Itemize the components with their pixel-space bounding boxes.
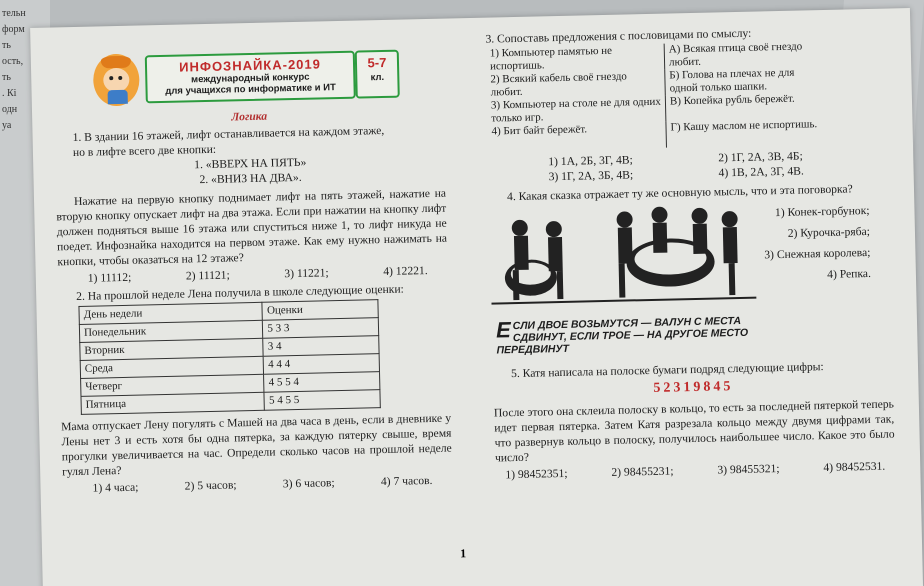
bg-text: ость, bbox=[2, 56, 24, 67]
q3-options bbox=[488, 147, 889, 186]
q2-option: 1) 4 часа; bbox=[92, 480, 139, 495]
proverb-text: СЛИ ДВОЕ ВОЗЬМУТСЯ — ВАЛУН С МЕСТА СДВИНУТ, ЕСЛИ ТРОЕ — НА ДРУГОЕ МЕСТО ПЕРЕДВИНУТ bbox=[496, 314, 749, 357]
contest-subtitle-2: для учащихся по информатике и ИТ bbox=[165, 82, 336, 97]
section-title: Логика bbox=[231, 109, 268, 124]
q1-line-2: но в лифте всего две кнопки: bbox=[72, 142, 217, 160]
q5-body: После этого она склеила полоску в кольцо, то есть за последней пятеркой теперь идет первая пятерка. Затем Катя разрезала кольцо между двумя цифрами так, что развернув кольцо в полоску, получилось наибольшее число. Какое это было число? bbox=[493, 397, 895, 465]
question-4 bbox=[489, 181, 893, 359]
table-cell: 2) Всякий кабель своё гнездо любит. bbox=[486, 70, 665, 100]
q3-option: 2) 1Г, 2А, 3В, 4Б; bbox=[718, 149, 803, 165]
grade-range: 5-7 bbox=[367, 54, 387, 71]
q3-option: 1) 1А, 2Б, 3Г, 4В; bbox=[548, 153, 633, 169]
q1-button-2: 2. «ВНИЗ НА ДВА». bbox=[199, 170, 302, 187]
table-cell: Вторник bbox=[80, 338, 264, 360]
q3-intro: 3. Сопоставь предложения с пословицами по смыслу: bbox=[485, 26, 752, 46]
proverb-match-table bbox=[486, 40, 828, 152]
q5-option: 1) 98452351; bbox=[505, 466, 568, 482]
page-number: 1 bbox=[459, 546, 467, 561]
table-cell: 5 3 3 bbox=[263, 318, 379, 339]
bg-text: одн bbox=[2, 104, 18, 115]
table-cell: Среда bbox=[80, 356, 264, 378]
contest-title-box bbox=[145, 51, 356, 104]
table-cell: 4 5 5 4 bbox=[264, 372, 380, 393]
table-cell: Г) Кашу маслом не испортишь. bbox=[670, 118, 818, 134]
question-1 bbox=[54, 122, 447, 287]
grade-unit: кл. bbox=[370, 71, 385, 84]
q2-intro: 2. На прошлой неделе Лена получила в школе следующие оценки: bbox=[76, 282, 404, 304]
q4-intro: 4. Какая сказка отражает ту же основную мысль, что и эта поговорка? bbox=[506, 182, 853, 204]
q1-option: 2) 11121; bbox=[185, 268, 230, 283]
table-header-cell: День недели bbox=[79, 302, 263, 324]
table-cell: 1) Компьютер памятью не испортишь. bbox=[486, 44, 665, 74]
table-cell: 4) Бит байт бережёт. bbox=[487, 122, 666, 152]
q4-illustration-area bbox=[489, 200, 892, 359]
q5-digits: 52319845 bbox=[653, 379, 734, 396]
table-cell: 5 4 5 5 bbox=[264, 390, 380, 411]
proverb-initial-letter: Е bbox=[495, 317, 512, 343]
grade-box bbox=[355, 50, 400, 99]
proverb-caption bbox=[496, 315, 757, 357]
q2-option: 2) 5 часов; bbox=[184, 478, 237, 493]
worksheet-page bbox=[30, 8, 923, 586]
q5-option: 4) 98452531. bbox=[823, 459, 886, 475]
q1-option: 1) 11112; bbox=[87, 270, 132, 285]
contest-subtitle-1: международный конкурс bbox=[191, 71, 310, 86]
q2-option: 4) 7 часов. bbox=[380, 473, 433, 489]
bg-text: . Кі bbox=[2, 88, 17, 99]
q2-body: Мама отпускает Лену погулять с Машей на два часа в день, если в дневнике у Лены нет 3 и есть хотя бы одна пятерка, за каждую пятерку свыше, время прогулки увеличивается на час. Определи сколько часов на прошлой неделе гулял Лена? bbox=[61, 411, 452, 479]
table-header-cell: Оценки bbox=[262, 300, 378, 321]
table-cell: В) Копейка рубль бережёт. bbox=[669, 92, 795, 108]
table-cell: Б) Голова на плечах не для одной только шапки. bbox=[669, 66, 795, 95]
table-cell: 3) Компьютер на столе не для одних только игр. bbox=[487, 96, 666, 126]
q4-option: 2) Курочка-ряба; bbox=[787, 224, 871, 240]
q5-intro: 5. Катя написала на полоске бумаги подряд следующие цифры: bbox=[510, 360, 824, 381]
left-column bbox=[53, 39, 453, 500]
boulder-men-illustration-icon bbox=[489, 203, 756, 319]
bg-text: ть bbox=[2, 40, 11, 51]
q4-option: 1) Конек-горбунок; bbox=[774, 203, 870, 220]
contest-banner bbox=[53, 39, 444, 114]
table-cell: Пятница bbox=[81, 392, 265, 414]
q1-body: Нажатие на первую кнопку поднимает лифт на пять этажей, нажатие на вторую кнопку опускает лифт на два этажа. Если при нажатии на кнопку лифт должен подняться выше 16 этажа или спуститься ниже 1, то лифт никуда не поедет. Инфознайка находится на первом этаже. Как ему нужно нажимать на кнопки, чтобы оказаться на 12 этаже? bbox=[56, 186, 448, 269]
mascot-logo-icon bbox=[93, 54, 140, 107]
question-3 bbox=[485, 23, 888, 186]
q2-option: 3) 6 часов; bbox=[282, 476, 335, 491]
contest-title: ИНФОЗНАЙКА-2019 bbox=[178, 56, 322, 75]
q5-option: 2) 98455231; bbox=[611, 464, 674, 479]
grades-table bbox=[78, 299, 380, 415]
table-cell: 3 4 bbox=[263, 336, 379, 357]
q5-option: 3) 98455321; bbox=[717, 462, 780, 477]
table-cell: А) Всякая птица своё гнездо любит. bbox=[668, 40, 803, 69]
q4-options bbox=[759, 200, 871, 286]
right-column bbox=[485, 23, 895, 486]
bg-text: форм bbox=[2, 24, 25, 35]
table-cell: 4 4 4 bbox=[264, 354, 380, 375]
bg-text: тельн bbox=[2, 8, 26, 19]
q4-option: 3) Снежная королева; bbox=[764, 245, 871, 262]
question-2 bbox=[58, 281, 453, 497]
q1-button-1: 1. «ВВЕРХ НА ПЯТЬ» bbox=[194, 155, 307, 172]
bg-text: уа bbox=[2, 120, 12, 131]
q1-option: 3) 11221; bbox=[284, 266, 329, 281]
q3-option: 3) 1Г, 2А, 3Б, 4В; bbox=[548, 168, 634, 184]
table-cell: Понедельник bbox=[79, 320, 263, 342]
q1-option: 4) 12221. bbox=[383, 264, 428, 279]
bg-text: ть bbox=[2, 72, 11, 83]
table-cell: Четверг bbox=[81, 374, 265, 396]
q1-line-1: 1. В здании 16 этажей, лифт останавливается на каждом этаже, bbox=[72, 123, 385, 145]
q3-option: 4) 1В, 2А, 3Г, 4В. bbox=[718, 164, 804, 180]
q4-option: 4) Репка. bbox=[827, 266, 872, 281]
question-5 bbox=[493, 357, 896, 482]
